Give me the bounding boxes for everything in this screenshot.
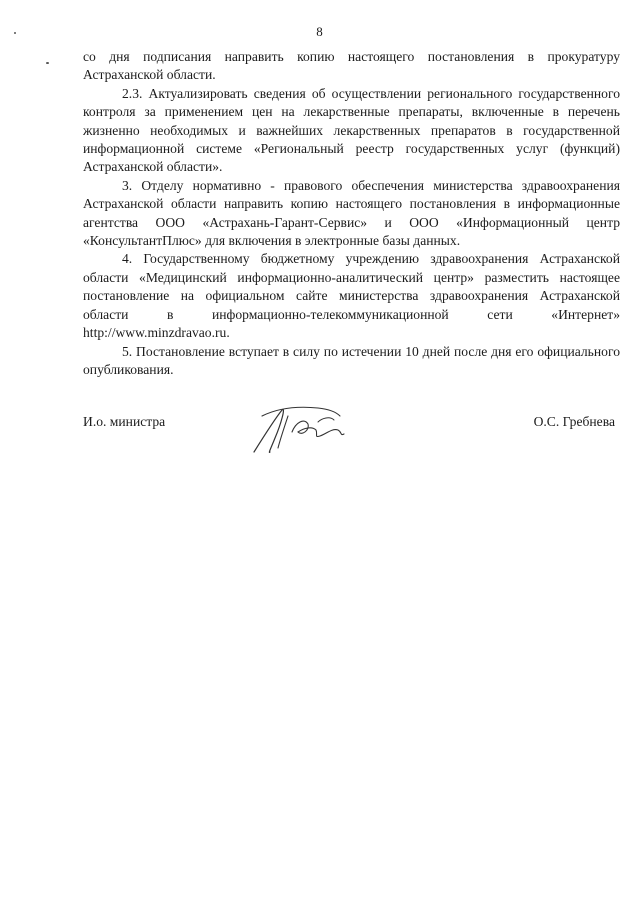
paragraph-5: 5. Постановление вступает в силу по истечении 10 дней после дня его официального опубликования. [83, 343, 620, 377]
scan-speck [46, 62, 49, 64]
paragraph-continuation: со дня подписания направить копию настоящего постановления в прокуратуру Астраханской области. [83, 49, 620, 83]
signer-name: О.С. Гребнева [533, 414, 615, 429]
document-body [83, 48, 620, 379]
paragraph-4: 4. Государственному бюджетному учреждению здравоохранения Астраханской области «Медицинский информационно-аналитический центр» разместить настоящее постановление на официальном сайте министерства здравоохранения Астраханской области в информационно-телекоммуникационной сети «Интернет» http://www.minzdravao.ru. [83, 251, 620, 341]
handwritten-signature [248, 400, 358, 458]
signature-block [83, 400, 615, 460]
signer-title: И.о. министра [83, 414, 166, 429]
scan-speck [14, 32, 16, 34]
page-number: 8 [316, 24, 323, 39]
paragraph-3: 3. Отделу нормативно - правового обеспечения министерства здравоохранения Астраханской области направить копию настоящего постановления в информационные агентства ООО «Астрахань-Гарант-Сервис» и ООО «Информационный центр «КонсультантПлюс» для включения в электронные базы данных. [83, 177, 620, 249]
paragraph-2-3: 2.3. Актуализировать сведения об осуществлении регионального государственного контроля за применением цен на лекарственные препараты, включенные в перечень жизненно необходимых и важнейших лекарственных препаратов в государственной информационной системе «Региональный реестр государственных услуг (функций) Астраханской области». [83, 85, 620, 175]
